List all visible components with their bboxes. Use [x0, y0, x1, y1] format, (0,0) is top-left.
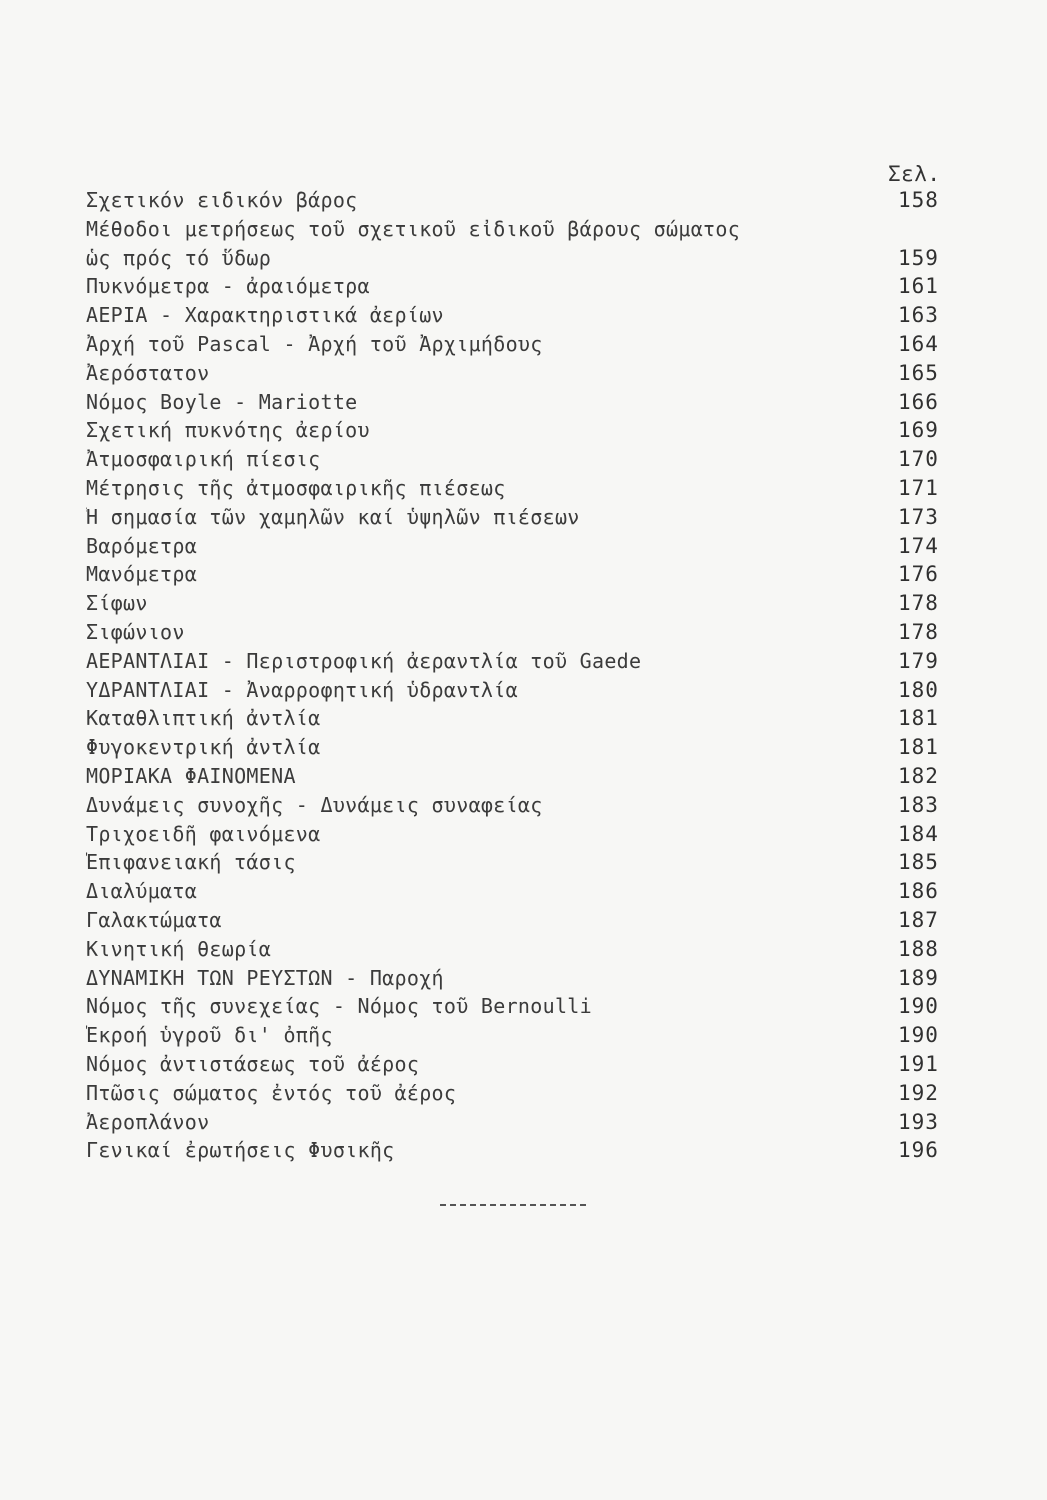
toc-entry: [86, 820, 956, 849]
toc-entry: [86, 964, 956, 993]
toc-entry-title: Νόμος ἀντιστάσεως τοῦ ἀέρος: [86, 1051, 420, 1076]
toc-entry-page: 179: [898, 648, 939, 673]
toc-entry-page: 180: [898, 677, 939, 702]
toc-entry-page: 182: [898, 763, 939, 788]
toc-entry-page: 181: [898, 706, 939, 731]
toc-entry-title: ΑΕΡΙΑ - Χαρακτηριστικά ἀερίων: [86, 303, 444, 328]
toc-entry-title: Μέτρησις τῆς ἀτμοσφαιρικῆς πιέσεως: [86, 475, 506, 500]
toc-entry-title: Νόμος τῆς συνεχείας - Νόμος τοῦ Bernoulli: [86, 994, 592, 1019]
toc-entry-title: Πυκνόμετρα - ἀραιόμετρα: [86, 274, 370, 299]
toc-entry-title: Ἡ σημασία τῶν χαμηλῶν καί ὑψηλῶν πιέσεων: [86, 504, 580, 529]
toc-entry-page: 164: [898, 331, 939, 356]
toc-entry: [86, 733, 956, 762]
toc-entry: [86, 589, 956, 618]
toc-entry: [86, 848, 956, 877]
toc-entry-title: Γαλακτώματα: [86, 907, 222, 932]
toc-entry-page: 171: [898, 475, 939, 500]
toc-entry: [86, 215, 956, 244]
toc-entry: [86, 416, 956, 445]
toc-entry: [86, 618, 956, 647]
toc-entry-title: Μέθοδοι μετρήσεως τοῦ σχετικοῦ εἰδικοῦ βάρους σώματος: [86, 216, 741, 241]
toc-entry-page: 196: [898, 1138, 939, 1163]
toc-entry-page: 165: [898, 360, 939, 385]
toc-entry: [86, 330, 956, 359]
toc-entry: [86, 1050, 956, 1079]
toc-entry: [86, 560, 956, 589]
toc-entry-title: Ἀτμοσφαιρική πίεσις: [86, 447, 321, 472]
toc-entry: [86, 503, 956, 532]
toc-entry-page: 183: [898, 792, 939, 817]
toc-entry-title: Μανόμετρα: [86, 562, 198, 587]
toc-entry-title: Σχετικόν ειδικόν βάρος: [86, 188, 358, 212]
toc-entry-page: 189: [898, 965, 939, 990]
toc-entry: [86, 474, 956, 503]
page-column-header: Σελ.: [888, 162, 941, 186]
toc-entry-page: 169: [898, 418, 939, 443]
toc-entry: [86, 906, 956, 935]
toc-entry-title: ΑΕΡΑΝΤΛΙΑΙ - Περιστροφική ἀεραντλία τοῦ Gaede: [86, 648, 642, 673]
toc-entry-title: ΥΔΡΑΝΤΛΙΑΙ - Ἀναρροφητική ὑδραντλία: [86, 677, 518, 702]
toc-entry: [86, 244, 956, 273]
toc-entry-title: Ἐκροή ὑγροῦ δι' ὀπῆς: [86, 1023, 333, 1048]
toc-entry-page: 166: [898, 389, 939, 414]
toc-entry-title: Καταθλιπτική ἀντλία: [86, 706, 321, 731]
toc-entry-title: Ἀερόστατον: [86, 360, 210, 385]
toc-entry: [86, 1108, 956, 1137]
toc-entry-page: 174: [898, 533, 939, 558]
toc-entry-page: 192: [898, 1080, 939, 1105]
toc-entry: [86, 704, 956, 733]
toc-entry-page: 176: [898, 562, 939, 587]
toc-entry: [86, 647, 956, 676]
toc-entry-title: ὡς πρός τό ὕδωρ: [86, 245, 272, 270]
toc-entry-title: Δυνάμεις συνοχῆς - Δυνάμεις συναφείας: [86, 792, 543, 817]
toc-entry: [86, 532, 956, 561]
toc-entry-page: 170: [898, 447, 939, 472]
toc-entry-page: 190: [898, 994, 939, 1019]
toc-entry-page: 181: [898, 735, 939, 760]
toc-entry: [86, 1021, 956, 1050]
toc-entry: [86, 676, 956, 705]
table-of-contents: [86, 186, 956, 1165]
toc-entry-title: Φυγοκεντρική ἀντλία: [86, 735, 321, 760]
toc-entry-page: 163: [898, 303, 939, 328]
toc-entry-title: Πτῶσις σώματος ἐντός τοῦ ἀέρος: [86, 1080, 457, 1105]
toc-entry-page: 191: [898, 1051, 939, 1076]
toc-entry-title: Κινητική θεωρία: [86, 936, 272, 961]
toc-entry-title: Γενικαί ἐρωτήσεις Φυσικῆς: [86, 1138, 395, 1163]
toc-entry-page: 187: [898, 907, 939, 932]
toc-entry-page: 186: [898, 879, 939, 904]
toc-entry-title: Ἐπιφανειακή τάσις: [86, 850, 296, 875]
toc-entry-page: 158: [898, 188, 939, 212]
toc-entry: [86, 791, 956, 820]
toc-entry: [86, 1136, 956, 1165]
toc-entry-title: ΔΥΝΑΜΙΚΗ ΤΩΝ ΡΕΥΣΤΩΝ - Παροχή: [86, 965, 444, 990]
toc-entry-page: 188: [898, 936, 939, 961]
toc-entry: [86, 935, 956, 964]
toc-entry: [86, 877, 956, 906]
toc-entry: [86, 445, 956, 474]
toc-entry-title: Σιφώνιον: [86, 619, 185, 644]
toc-entry: [86, 186, 956, 215]
toc-entry: [86, 992, 956, 1021]
toc-entry-page: 184: [898, 821, 939, 846]
toc-entry-title: Βαρόμετρα: [86, 533, 198, 558]
toc-entry-title: Σχετική πυκνότης ἀερίου: [86, 418, 370, 443]
toc-entry: [86, 762, 956, 791]
toc-entry-page: 178: [898, 591, 939, 616]
toc-entry-title: Διαλύματα: [86, 879, 198, 904]
toc-entry: [86, 272, 956, 301]
toc-entry-page: 185: [898, 850, 939, 875]
toc-entry-page: 178: [898, 619, 939, 644]
toc-entry-title: Ἀρχή τοῦ Pascal - Ἀρχή τοῦ Ἀρχιμήδους: [86, 331, 543, 356]
toc-entry-title: Τριχοειδῆ φαινόμενα: [86, 821, 321, 846]
toc-entry-title: Σίφων: [86, 591, 148, 616]
toc-entry-title: ΜΟΡΙΑΚΑ ΦΑΙΝΟΜΕΝΑ: [86, 763, 296, 788]
toc-entry-page: 193: [898, 1109, 939, 1134]
toc-entry: [86, 359, 956, 388]
toc-entry-title: Ἀεροπλάνον: [86, 1109, 210, 1134]
toc-entry-page: 190: [898, 1023, 939, 1048]
end-divider: [440, 1204, 586, 1206]
toc-entry: [86, 301, 956, 330]
toc-entry-page: 161: [898, 274, 939, 299]
toc-entry-title: Νόμος Boyle - Mariotte: [86, 389, 358, 414]
toc-entry-page: 159: [898, 245, 939, 270]
toc-entry: [86, 1079, 956, 1108]
toc-entry: [86, 388, 956, 417]
toc-entry-page: 173: [898, 504, 939, 529]
